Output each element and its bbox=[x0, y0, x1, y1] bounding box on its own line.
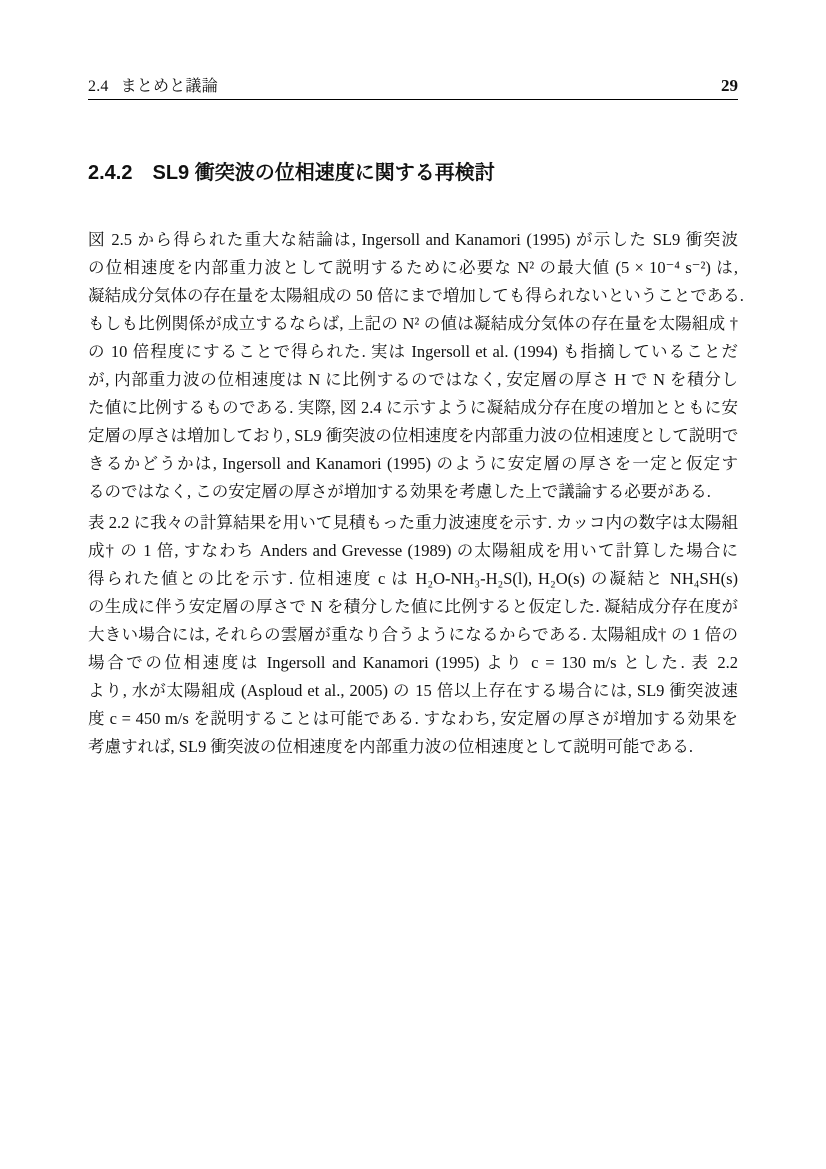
text-block bbox=[88, 0, 744, 761]
text-line: 凝結成分気体の存在量を太陽組成の 50 倍にまで増加しても得られないということである. bbox=[88, 286, 744, 305]
text-line: 大きい場合には, それらの雲層が重なり合うようになるからである. 太陽組成† の 1 倍の bbox=[88, 625, 738, 644]
text-line: の 10 倍程度にすることで得られた. 実は Ingersoll et al. (1994) も指摘していることだ bbox=[88, 342, 738, 361]
header-section-number: 2.4 bbox=[88, 78, 109, 95]
section-heading-title: SL9 衝突波の位相速度に関する再検討 bbox=[152, 162, 495, 184]
paragraph-2 bbox=[88, 509, 738, 761]
text-line: 考慮すれば, SL9 衝突波の位相速度を内部重力波の位相速度として説明可能である. bbox=[88, 737, 694, 756]
text-line: の位相速度を内部重力波として説明するために必要な N² の最大値 (5 × 10⁻⁴ s⁻²) は, bbox=[88, 258, 738, 277]
running-header bbox=[88, 0, 738, 97]
text-line: もしも比例関係が成立するならば, 上記の N² の値は凝結成分気体の存在量を太陽組成 † bbox=[88, 314, 738, 333]
text-line: るのではなく, この安定層の厚さが増加する効果を考慮した上で議論する必要がある. bbox=[88, 482, 711, 501]
text-line: きるかどうかは, Ingersoll and Kanamori (1995) のように安定層の厚さを一定と仮定す bbox=[88, 454, 738, 473]
text-line: 得られた値との比を示す. 位相速度 c は H₂O-NH₃-H₂S(l), H₂O(s) の凝結と NH₄SH(s) bbox=[88, 569, 738, 588]
text-line: 図 2.5 から得られた重大な結論は, Ingersoll and Kanamori (1995) が示した SL9 衝突波 bbox=[88, 230, 738, 249]
header-rule bbox=[88, 99, 738, 100]
header-section-ref bbox=[88, 77, 218, 97]
text-line: 表 2.2 に我々の計算結果を用いて見積もった重力波速度を示す. カッコ内の数字は太陽組 bbox=[88, 513, 738, 532]
text-line: 場合での位相速度は Ingersoll and Kanamori (1995) より c = 130 m/s とした. 表 2.2 bbox=[88, 653, 738, 672]
text-line: が, 内部重力波の位相速度は N に比例するのではなく, 安定層の厚さ H で N を積分し bbox=[88, 370, 738, 389]
body-text bbox=[88, 226, 744, 761]
paragraph-1 bbox=[88, 226, 744, 506]
text-line: の生成に伴う安定層の厚さで N を積分した値に比例すると仮定した. 凝結成分存在度が bbox=[88, 597, 738, 616]
header-section-title: まとめと議論 bbox=[120, 78, 218, 95]
section-heading-number: 2.4.2 bbox=[88, 162, 133, 184]
section-heading bbox=[88, 160, 738, 186]
text-line: た値に比例するものである. 実際, 図 2.4 に示すように凝結成分存在度の増加とともに安 bbox=[88, 398, 738, 417]
text-line: 定層の厚さは増加しており, SL9 衝突波の位相速度を内部重力波の位相速度として説明で bbox=[88, 426, 739, 445]
text-line: 成† の 1 倍, すなわち Anders and Grevesse (1989) の太陽組成を用いて計算した場合に bbox=[88, 541, 738, 560]
text-line: より, 水が太陽組成 (Asploud et al., 2005) の 15 倍以上存在する場合には, SL9 衝突波速 bbox=[88, 681, 738, 700]
page-number: 29 bbox=[721, 76, 738, 95]
text-line: 度 c = 450 m/s を説明することは可能である. すなわち, 安定層の厚さが増加する効果を bbox=[88, 709, 738, 728]
